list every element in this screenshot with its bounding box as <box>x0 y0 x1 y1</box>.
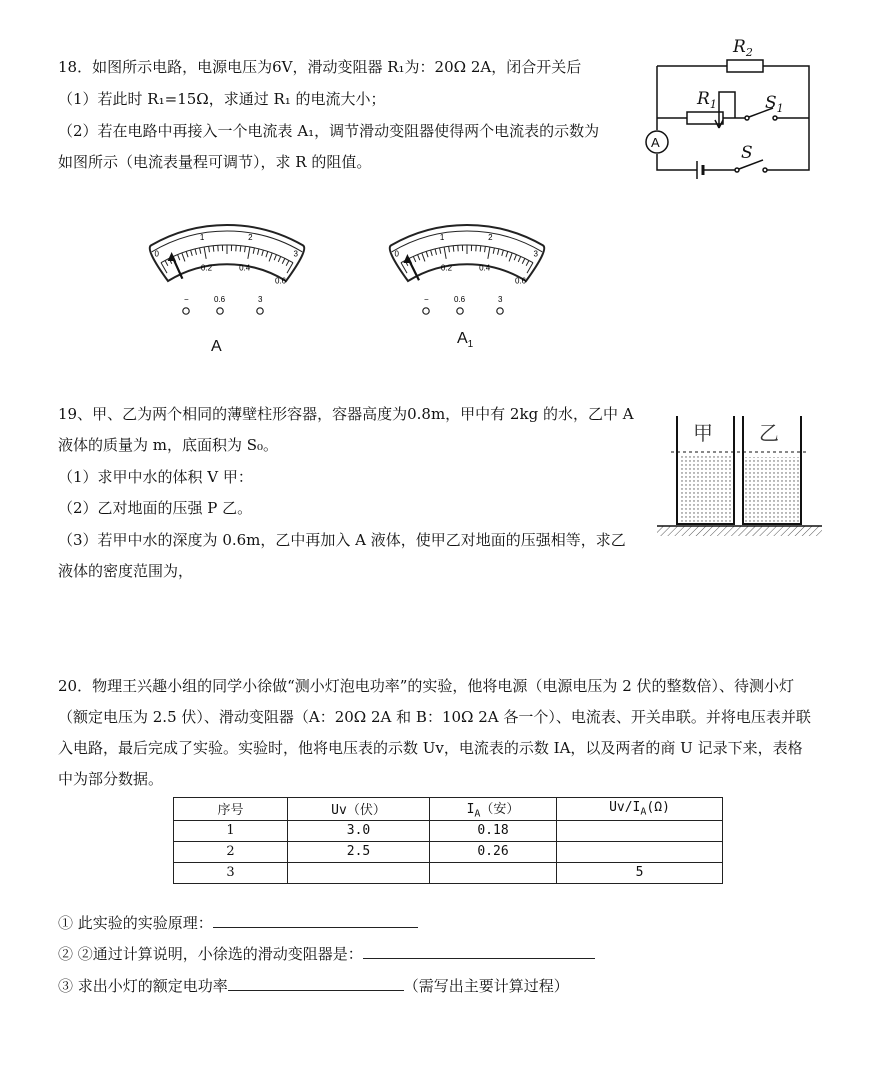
terminal-post <box>183 308 189 314</box>
q19-line-6: 液体的密度范围为， <box>58 562 194 580</box>
table-cell <box>557 820 723 841</box>
blank-prompt-1: ① 此实验的实验原理： <box>58 914 213 932</box>
meter-bottom-label: 0.6 <box>275 276 287 286</box>
table-row <box>174 820 723 841</box>
table-row <box>174 862 723 883</box>
data-table <box>173 797 723 884</box>
table-cell <box>430 862 557 883</box>
terminal-label: 0.6 <box>214 295 226 304</box>
label-s1: $S_1$ <box>765 93 784 115</box>
terminal-post <box>457 308 463 314</box>
label-ammeter: A <box>651 135 660 150</box>
blank-prompt-3: ③ 求出小灯的额定电功率 <box>58 977 228 995</box>
meter-top-label: 2 <box>488 233 493 243</box>
q18-line-2: （1）若此时 R₁=15Ω，求通过 R₁ 的电流大小； <box>58 90 386 108</box>
q20-line-2: （额定电压为 2.5 伏）、滑动变阻器（A：20Ω 2A 和 B：10Ω 2A 各一个）、电流表、开关串联。并将电压表并联 <box>58 708 811 726</box>
terminal-post <box>497 308 503 314</box>
label-s: S <box>741 143 753 163</box>
terminal-label: − <box>184 295 189 304</box>
terminal-label: 3 <box>498 295 503 304</box>
table-row <box>174 841 723 862</box>
label-yi: 乙 <box>759 421 779 445</box>
table-cell: 0.18 <box>430 820 557 841</box>
meter-bottom-label: 0.4 <box>479 263 491 273</box>
answer-blank-2[interactable] <box>363 943 595 959</box>
circuit-diagram <box>635 30 820 190</box>
table-cell <box>557 841 723 862</box>
q20-line-4: 中为部分数据。 <box>58 770 164 788</box>
liquid-yi <box>745 457 799 524</box>
table-cell: 3.0 <box>288 820 430 841</box>
water-jia <box>679 454 732 524</box>
meter-tick <box>453 246 454 252</box>
meter-top-label: 0 <box>154 249 159 259</box>
meter-top-label: 3 <box>293 249 298 259</box>
q19-line-3: （1）求甲中水的体积 V 甲： <box>58 468 253 486</box>
answer-blank-3[interactable] <box>228 975 404 991</box>
table-cell: 5 <box>557 862 723 883</box>
q20-line-3: 入电路，最后完成了实验。实验时，他将电压表的示数 Uv，电流表的示数 IA，以及两者的商 U 记录下来，表格 <box>58 739 803 757</box>
terminal-label: − <box>424 295 429 304</box>
meter-top-label: 0 <box>394 249 399 259</box>
terminal-post <box>217 308 223 314</box>
q18-line-1: 18．如图所示电路，电源电压为6V，滑动变阻器 R₁为：20Ω 2A，闭合开关后 <box>58 58 582 76</box>
blank-prompt-2: ② ②通过计算说明，小徐选的滑动变阻器是： <box>58 945 363 963</box>
meter-tick <box>480 246 481 252</box>
terminal-label: 0.6 <box>454 295 466 304</box>
table-cell: 3 <box>174 862 288 883</box>
meter-a <box>130 212 325 322</box>
meter-a-caption: A <box>211 338 222 355</box>
header-index: 序号 <box>174 798 288 821</box>
meter-a1-caption: $A_1$ <box>457 330 474 351</box>
blank-note-3: （需写出主要计算过程） <box>403 977 569 995</box>
ground-hatch <box>657 526 822 536</box>
meter-bottom-label: 0.2 <box>440 263 453 273</box>
meter-a1 <box>370 212 565 322</box>
q19-line-5: （3）若甲中水的深度为 0.6m，乙中再加入 A 液体，使甲乙对地面的压强相等，求乙 <box>58 531 626 549</box>
containers-diagram <box>657 412 822 542</box>
meter-bottom-label: 0.4 <box>239 263 251 273</box>
meter-top-label: 3 <box>533 249 538 259</box>
header-uv: Uv（伏） <box>288 798 430 821</box>
meter-bottom-label: 0.2 <box>200 263 213 273</box>
terminal-label: 3 <box>258 295 263 304</box>
blank-line-3 <box>58 975 569 996</box>
meter-top-label: 2 <box>248 233 253 243</box>
terminal-post <box>423 308 429 314</box>
meter-top-label: 1 <box>199 233 205 243</box>
table-cell: 0.26 <box>430 841 557 862</box>
label-jia: 甲 <box>693 421 713 445</box>
resistor-r1 <box>687 112 723 124</box>
header-ia: $I_A$（安） <box>430 798 557 821</box>
table-header-row <box>174 798 723 821</box>
blank-line-1 <box>58 912 418 933</box>
table-cell: 1 <box>174 820 288 841</box>
label-r2: $R_2$ <box>733 37 753 59</box>
q19-line-1: 19、甲、乙为两个相同的薄壁柱形容器，容器高度为0.8m，甲中有 2kg 的水，乙中 A <box>58 405 634 423</box>
meter-tick <box>213 246 214 252</box>
q19-line-4: （2）乙对地面的压强 P 乙。 <box>58 499 253 517</box>
meter-bottom-label: 0.6 <box>515 276 527 286</box>
q18-line-4: 如图所示（电流表量程可调节），求 R 的阻值。 <box>58 153 372 171</box>
resistor-r2 <box>727 60 763 72</box>
answer-blank-1[interactable] <box>213 912 418 928</box>
blank-line-2 <box>58 943 595 964</box>
table-cell <box>288 862 430 883</box>
meter-tick <box>240 246 241 252</box>
header-ratio: $Uv/I_A(\Omega)$ <box>557 798 723 821</box>
table-cell: 2.5 <box>288 841 430 862</box>
q20-line-1: 20．物理王兴趣小组的同学小徐做“测小灯泡电功率”的实验，他将电源（电源电压为 2 伏的整数倍）、待测小灯 <box>58 677 795 695</box>
q18-line-3: （2）若在电路中再接入一个电流表 A₁，调节滑动变阻器使得两个电流表的示数为 <box>58 122 600 140</box>
table-cell: 2 <box>174 841 288 862</box>
terminal-post <box>257 308 263 314</box>
q19-line-2: 液体的质量为 m，底面积为 S₀。 <box>58 436 279 454</box>
label-r1: $R_1$ <box>697 89 717 111</box>
meter-top-label: 1 <box>439 233 445 243</box>
